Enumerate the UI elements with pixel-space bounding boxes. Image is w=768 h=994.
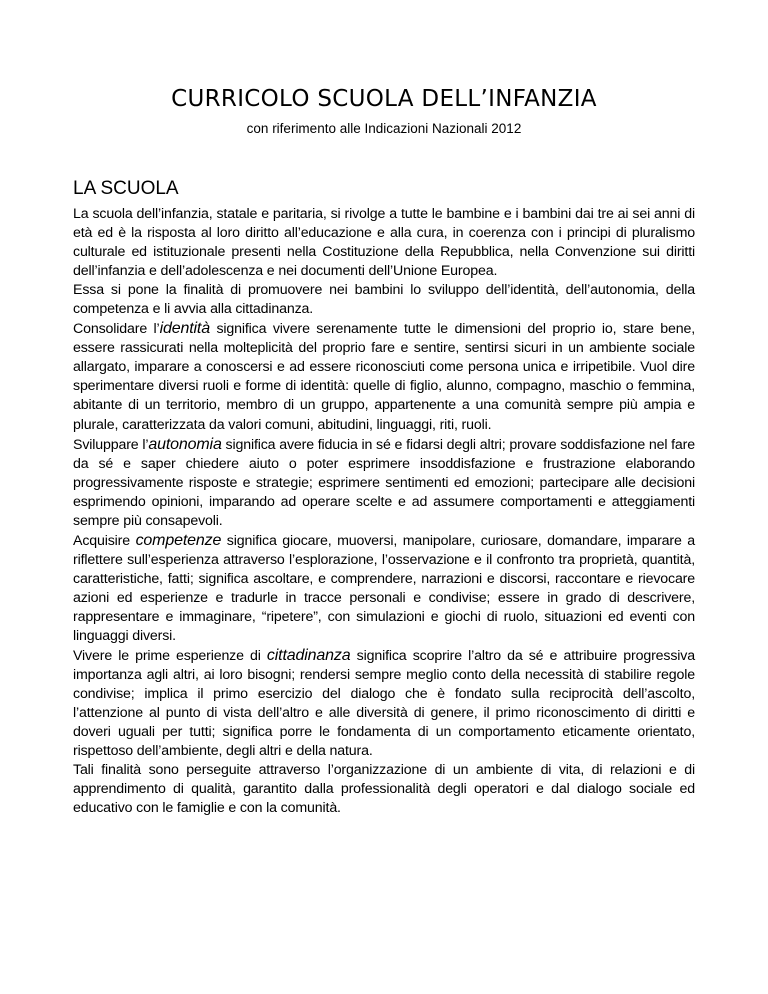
paragraph-suffix: significa scoprire l’altro da sé e attribuire progressiva importanza agli altri, ai loro bisogni; rendersi sempre meglio conto della necessità di stabilire regole condivise; implica il primo esercizio del dialogo che è fondato sulla reciprocità dell’ascolto, l’attenzione al punto di vista dell’altro e alle diversità di genere, il primo riconoscimento di diritti e doveri uguali per tutti; significa porre le fondamenta di un comportamento eticamente orientato, rispettoso dell’ambiente, degli altri e della natura.	[73, 648, 695, 760]
section-heading: LA SCUOLA	[73, 178, 179, 199]
keyword-autonomia: autonomia	[148, 435, 222, 453]
paragraph-suffix: significa giocare, muoversi, manipolare, curiosare, domandare, imparare a riflettere sull’esperienza attraverso l’esplorazione, l’osservazione e il confronto tra proprietà, quantità, caratteristiche, fatti; significa ascoltare, e comprendere, narrazioni e discorsi, raccontare e rievocare azioni ed esperienze e tradurle in tracce personali e condivise; essere in grado di descrivere, rappresentare e immaginare, “ripetere”, con simulazioni e giochi di ruolo, situazioni ed eventi con linguaggi diversi.	[73, 532, 695, 645]
paragraph-finalita: Essa si pone la finalità di promuovere nei bambini lo sviluppo dell’identità, dell’autonomia, della competenza e li avvia alla cittadinanza.	[73, 282, 695, 318]
paragraph-conclusione: Tali finalità sono perseguite attraverso l’organizzazione di un ambiente di vita, di relazioni e di apprendimento di qualità, garantito dalla professionalità degli operatori e dal dialogo sociale ed educativo con le famiglie e con la comunità.	[73, 762, 695, 817]
section-body	[73, 205, 695, 819]
document-subtitle: con riferimento alle Indicazioni Nazionali 2012	[246, 121, 522, 136]
paragraph-prefix: Acquisire	[73, 532, 136, 549]
keyword-competenze: competenze	[135, 531, 222, 549]
paragraph-intro: La scuola dell’infanzia, statale e paritaria, si rivolge a tutte le bambine e i bambini dai tre ai sei anni di età ed è la risposta al loro diritto all’educazione e alla cura, in coerenza con i principi di pluralismo culturale ed istituzionale presenti nella Costituzione della Repubblica, nella Convenzione sui diritti dell’infanzia e dell’adolescenza e nei documenti dell’Unione Europea.	[73, 206, 695, 280]
paragraph-suffix: significa avere fiducia in sé e fidarsi degli altri; provare soddisfazione nel fare da sé e saper chiedere aiuto o poter esprimere insoddisfazione e frustrazione elaborando progressivamente risposte e strategie; esprimere sentimenti ed emozioni; partecipare alle decisioni esprimendo opinioni, imparando ad operare scelte e ad assumere comportamenti e atteggiamenti sempre più consapevoli.	[73, 436, 695, 529]
paragraph-competenze	[73, 531, 695, 646]
paragraph-identita	[73, 319, 695, 434]
document-title: CURRICOLO SCUOLA DELL’INFANZIA	[171, 86, 597, 112]
keyword-identita: identità	[159, 320, 210, 338]
paragraph-suffix: significa vivere serenamente tutte le dimensioni del proprio io, stare bene, essere rassicurati nella molteplicità del proprio fare e sentire, sentirsi sicuri in un ambiente sociale allargato, imparare a conoscersi e ad essere riconosciuti come persona unica e irripetibile. Vuol dire sperimentare diversi ruoli e forme di identità: quelle di figlio, alunno, compagno, maschio o femmina, abitante di un territorio, membro di un gruppo, appartenente a una comunità sempre più ampia e plurale, caratterizzata da valori comuni, abitudini, linguaggi, riti, ruoli.	[73, 321, 695, 433]
paragraph-cittadinanza	[73, 646, 695, 761]
paragraph-prefix: Consolidare l’	[73, 321, 160, 338]
paragraph-prefix: Sviluppare l’	[73, 436, 149, 453]
paragraph-autonomia	[73, 435, 695, 531]
keyword-cittadinanza: cittadinanza	[266, 647, 351, 665]
paragraph-prefix: Vivere le prime esperienze di	[73, 648, 267, 665]
